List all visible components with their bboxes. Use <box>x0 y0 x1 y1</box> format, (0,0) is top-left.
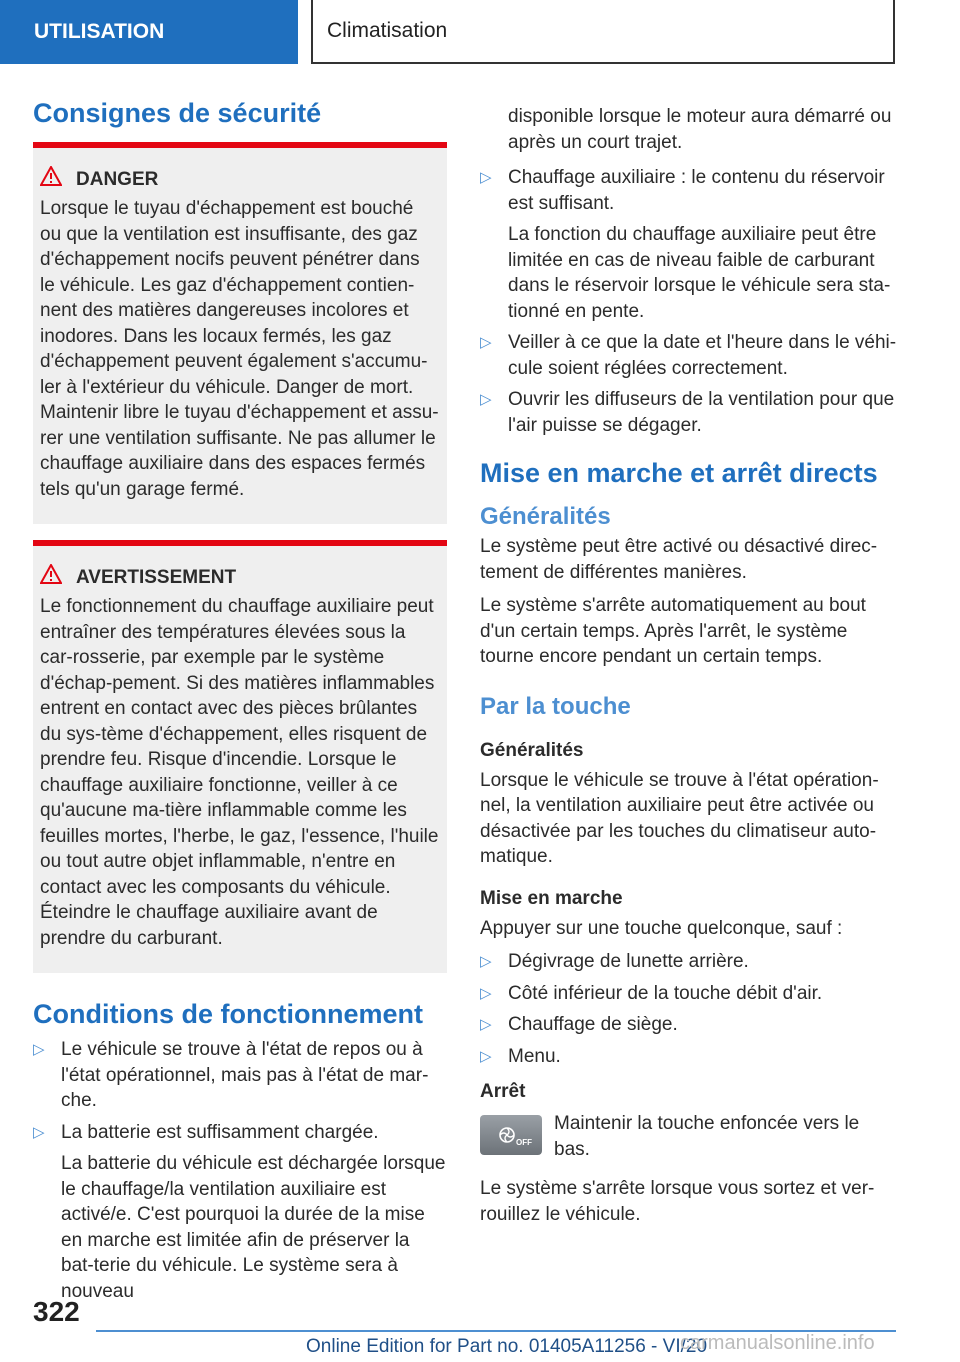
triangle-bullet-icon: ▷ <box>480 984 492 1002</box>
triangle-bullet-icon: ▷ <box>480 391 492 408</box>
subheading-on: Mise en marche <box>480 887 623 909</box>
heading-general: Généralités <box>480 503 611 530</box>
list-item: ▷ Veiller à ce que la date et l'heure dans le véhi-cule soient réglées correctement. <box>480 332 897 379</box>
list-item: ▷ Chauffage auxiliaire : le contenu du réservoir est suffisant. La fonction du chauffage auxiliaire peut être limitée en cas de niveau faible de carburant dans le réservoir lorsque le véhicule sera sta-tionné en pente. <box>480 167 891 322</box>
fan-off-button-icon <box>480 1115 542 1155</box>
triangle-bullet-icon: ▷ <box>480 953 492 970</box>
triangle-bullet-icon: ▷ <box>33 1041 45 1058</box>
header-chapter: Climatisation <box>311 0 895 64</box>
lock-text: Le système s'arrête lorsque vous sortez et ver-rouillez le véhicule. <box>480 1178 875 1225</box>
page-number: 322 <box>33 1296 80 1327</box>
footer-watermark: carmanualsonline.info <box>680 1332 875 1354</box>
list-item: ▷ La batterie est suffisamment chargée. La batterie du véhicule est déchargée lorsque le chauffage/la ventilation auxiliaire est activé/e. C'est pourquoi la durée de la mise en marche est limitée afin de préserver la bat-terie du véhicule. Le système sera à nouveau <box>33 1121 446 1302</box>
footer-edition: Online Edition for Part no. 01405A11256 - VI/20 <box>306 1336 708 1357</box>
svg-text:OFF: OFF <box>516 1138 532 1147</box>
heading-conditions: Conditions de fonctionnement <box>33 999 423 1029</box>
off-text: Maintenir la touche enfoncée vers le bas. <box>554 1113 860 1160</box>
triangle-bullet-icon: ▷ <box>480 334 492 351</box>
list-item: ▷ Chauffage de siège. <box>480 1012 898 1038</box>
warning-triangle-icon <box>40 166 76 194</box>
left-column <box>33 96 447 1310</box>
heading-button: Par la touche <box>480 692 631 720</box>
button-general-text: Lorsque le véhicule se trouve à l'état opération-nel, la ventilation auxiliaire peut être activée ou désactivée par les touches du climatiseur auto-matique. <box>480 769 879 867</box>
triangle-bullet-icon: ▷ <box>33 1123 45 1141</box>
conditions-list-continued <box>480 165 898 438</box>
list-item: ▷ Ouvrir les diffuseurs de la ventilation pour que l'air puisse se dégager. <box>480 389 895 436</box>
subheading-off: Arrêt <box>480 1081 526 1102</box>
danger-label: DANGER <box>76 169 159 190</box>
list-item: ▷ Menu. <box>480 1044 898 1070</box>
warning-triangle-icon <box>40 564 76 592</box>
conditions-list <box>33 1037 447 1304</box>
triangle-bullet-icon: ▷ <box>480 169 492 186</box>
triangle-bullet-icon: ▷ <box>480 1016 492 1033</box>
continued-text: disponible lorsque le moteur aura démarré ou après un court trajet. <box>508 106 892 153</box>
warning-box <box>33 540 447 973</box>
triangle-bullet-icon: ▷ <box>480 1047 492 1065</box>
danger-box <box>33 142 447 524</box>
except-list <box>480 949 898 1069</box>
on-text: Appuyer sur une touche quelconque, sauf : <box>480 917 843 939</box>
general-text-2: Le système s'arrête automatiquement au bout d'un certain temps. Après l'arrêt, le système tourne encore pendant un certain temps. <box>480 595 866 667</box>
list-item: ▷ Dégivrage de lunette arrière. <box>480 949 898 975</box>
warning-label: AVERTISSEMENT <box>76 567 237 588</box>
right-column <box>480 104 898 1227</box>
subheading-general: Généralités <box>480 739 584 761</box>
header-section: UTILISATION <box>0 0 298 64</box>
danger-text: Lorsque le tuyau d'échappement est bouché ou que la ventilation est insuffisante, des gaz d'échappement nocifs peuvent pénétrer dans le véhicule. Les gaz d'échappement contien-nent des matières dangereuses incolores et inodores. Dans les locaux fermés, les gaz d'échappement peuvent également s'accumu-ler à l'extérieur du véhicule. Danger de mort. Maintenir libre le tuyau d'échappement et assu-rer une ventilation suffisante. Ne pas allumer le chauffage auxiliaire dans des espaces fermés tels qu'un garage fermé. <box>40 198 439 500</box>
general-text-1: Le système peut être activé ou désactivé direc-tement de différentes manières. <box>480 536 878 583</box>
warning-text: Le fonctionnement du chauffage auxiliaire peut entraîner des températures élevées sous la car-rosserie, par exemple par le système d'échap-pement. Si des matières inflammables entrent en contact avec des pièces brûlantes du sys-tème d'échappement, elles risquent de prendre feu. Risque d'incendie. Lorsque le chauffage auxiliaire fonctionne, veiller à ce qu'aucune ma-tière inflammable comme les feuilles mortes, l'herbe, le gaz, l'essence, l'huile ou tout autre objet inflammable, n'entre en contact avec les composants du véhicule. Éteindre le chauffage auxiliaire avant de prendre du carburant. <box>40 596 439 949</box>
list-item: ▷ Le véhicule se trouve à l'état de repos ou à l'état opérationnel, mais pas à l'état de mar-che. <box>33 1039 429 1111</box>
heading-direct: Mise en marche et arrêt directs <box>480 458 878 488</box>
list-item: ▷ Côté inférieur de la touche débit d'air. <box>480 981 898 1007</box>
heading-safety: Consignes de sécurité <box>33 98 322 128</box>
